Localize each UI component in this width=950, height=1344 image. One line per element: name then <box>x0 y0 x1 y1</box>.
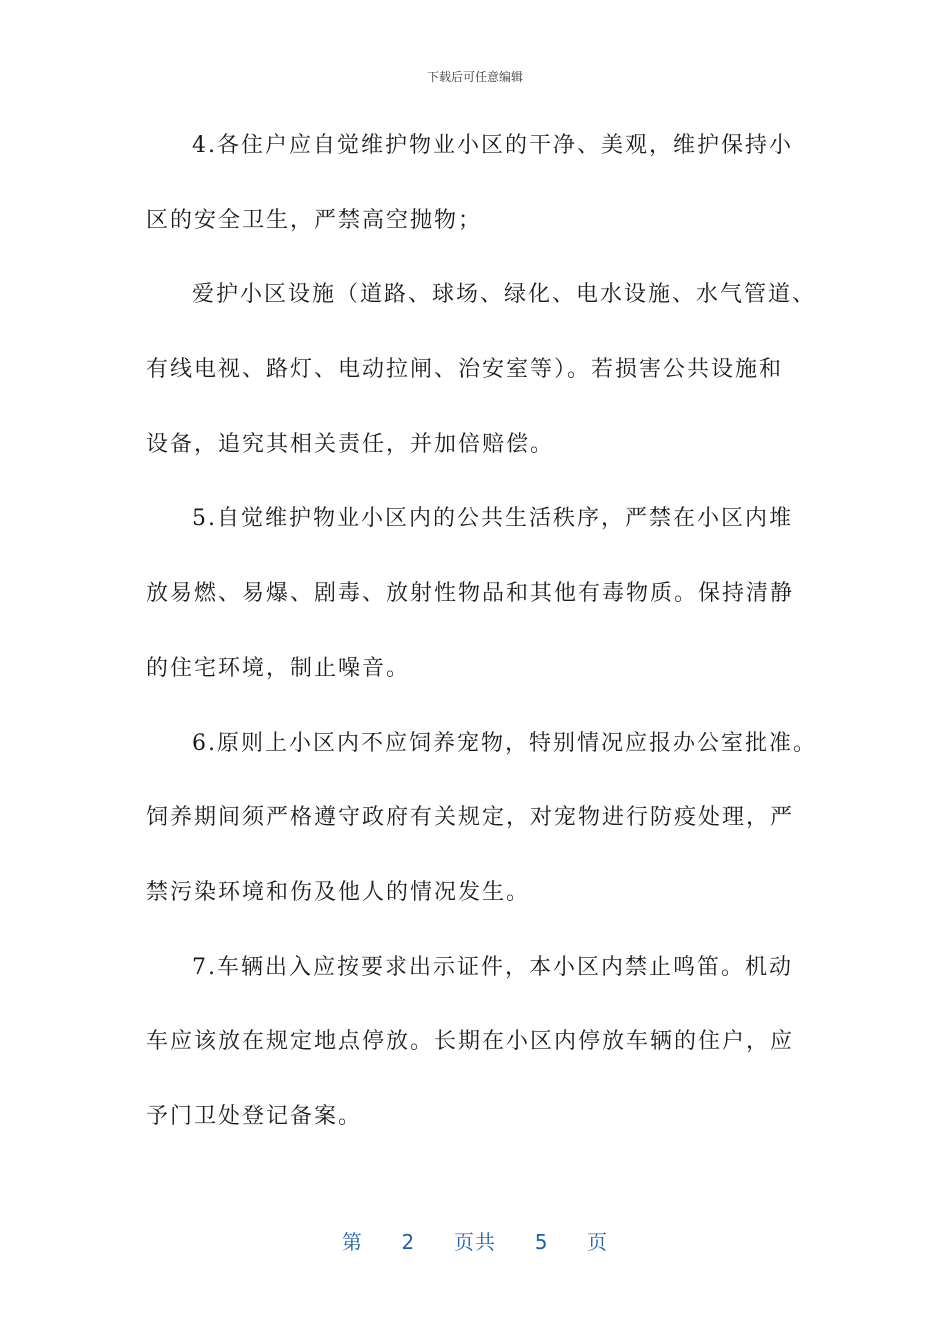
paragraph-line: 4.各住户应自觉维护物业小区的干净、美观，维护保持小 <box>192 133 793 158</box>
paragraph-line: 区的安全卫生，严禁高空抛物； <box>146 207 483 233</box>
total-pages-number: 5 <box>534 1230 549 1254</box>
paragraph-line: 5.自觉维护物业小区内的公共生活秩序，严禁在小区内堆 <box>192 506 793 532</box>
paragraph-line: 有线电视、路灯、电动拉闸、治安室等）。若损害公共设施和 <box>146 357 784 383</box>
paragraph-line: 设备，追究其相关责任，并加倍赔偿。 <box>146 431 555 457</box>
paragraph-line: 爱护小区设施（道路、球场、绿化、电水设施、水气管道、 <box>192 282 817 308</box>
paragraph-line: 饲养期间须严格遵守政府有关规定，对宠物进行防疫处理，严 <box>146 805 795 831</box>
paragraph-line: 6.原则上小区内不应饲养宠物，特别情况应报办公室批准。 <box>192 730 817 756</box>
paragraph-line: 的住宅环境，制止噪音。 <box>146 655 411 681</box>
paragraph-line: 禁污染环境和伤及他人的情况发生。 <box>146 879 531 905</box>
document-body <box>146 126 817 1172</box>
page-label-suffix: 页 <box>587 1230 609 1254</box>
page-header: 下载后可任意编辑 <box>426 70 523 84</box>
paragraph-line: 放易燃、易爆、剧毒、放射性物品和其他有毒物质。保持清静 <box>146 581 795 607</box>
paragraph-line: 车应该放在规定地点停放。长期在小区内停放车辆的住户，应 <box>146 1029 795 1055</box>
paragraph-line: 7.车辆出入应按要求出示证件，本小区内禁止鸣笛。机动 <box>192 954 793 980</box>
page-footer <box>0 1226 950 1255</box>
page-label-prefix: 第 <box>341 1230 363 1254</box>
paragraph-line: 予门卫处登记备案。 <box>146 1103 363 1129</box>
current-page-number: 2 <box>401 1230 416 1254</box>
page-label-mid: 页共 <box>454 1230 496 1254</box>
